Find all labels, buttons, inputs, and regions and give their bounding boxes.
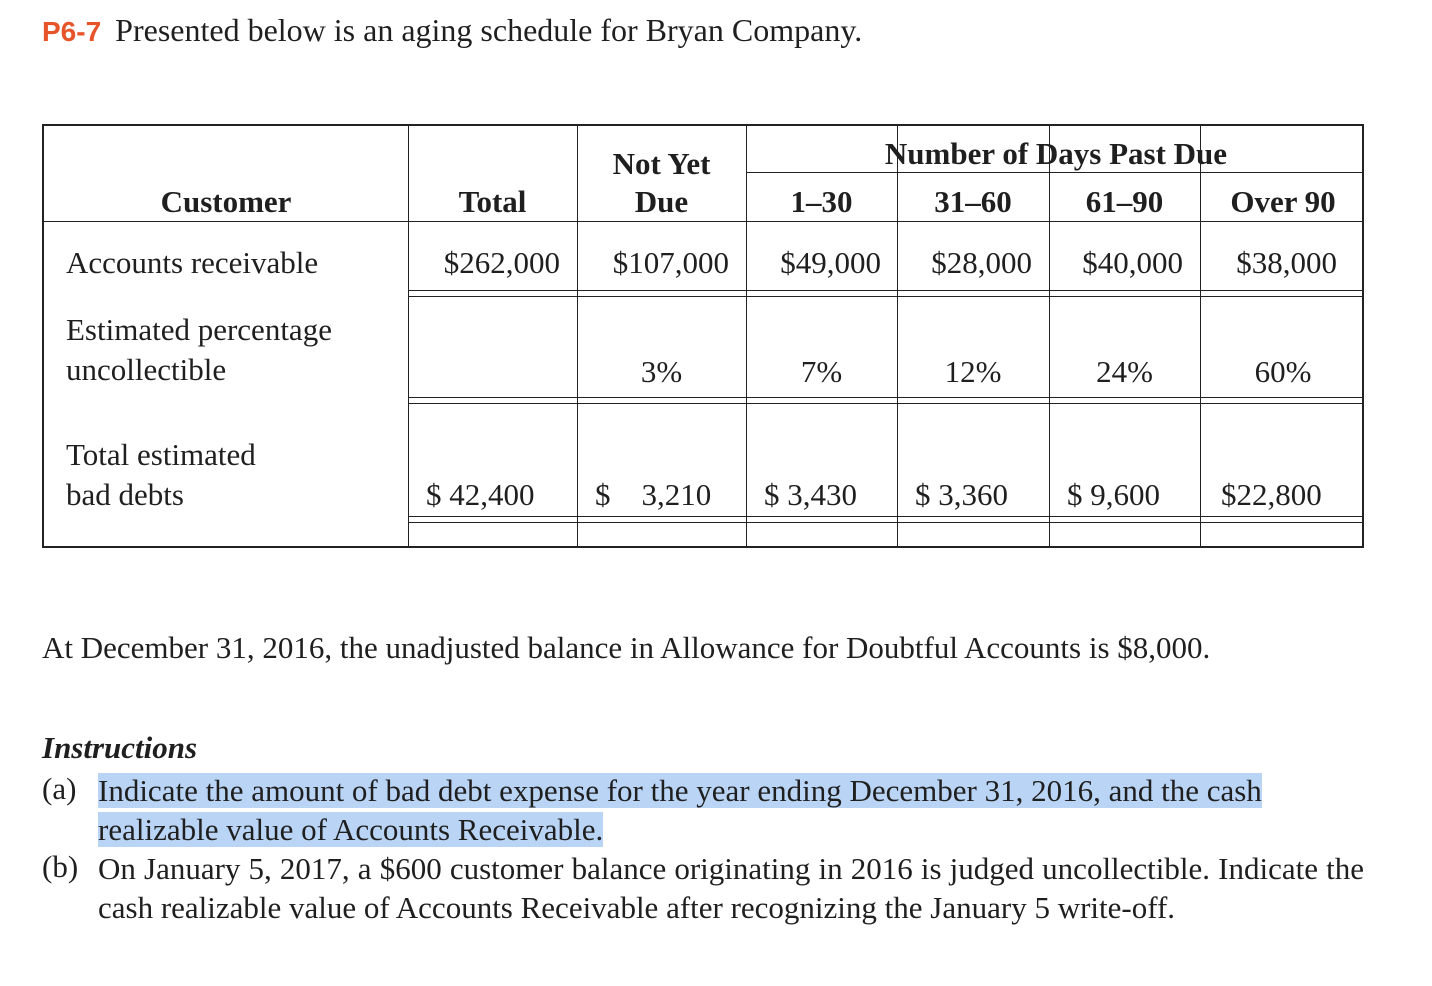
header-not-yet-line1: Not Yet	[612, 146, 711, 181]
header-31-60: 31–60	[934, 184, 1012, 219]
cell-value: $ 42,400	[426, 477, 535, 512]
item-b-label: (b)	[42, 849, 79, 884]
header-not-yet-line2: Due	[634, 184, 689, 219]
cell-value: $107,000	[612, 245, 729, 280]
cell-value: 3%	[640, 354, 683, 389]
cell-value: $40,000	[1082, 245, 1183, 280]
allowance-paragraph: At December 31, 2016, the unadjusted balance in Allowance for Doubtful Accounts is $8,000.	[42, 630, 1211, 665]
header-over-90: Over 90	[1230, 184, 1336, 219]
item-a-label: (a)	[42, 771, 77, 806]
cell-value: $262,000	[443, 245, 560, 280]
cell-value: $49,000	[780, 245, 881, 280]
row-label: bad debts	[66, 477, 184, 512]
cell-value: 24%	[1096, 354, 1153, 389]
cell-value: $ 3,210	[595, 477, 712, 512]
cell-value: $ 3,430	[764, 477, 857, 512]
row-label: Estimated percentage	[66, 312, 332, 347]
cell-value: $ 9,600	[1067, 477, 1160, 512]
header-days-past-due: Number of Days Past Due	[884, 136, 1228, 171]
instructions-heading: Instructions	[42, 730, 198, 765]
cell-value: 7%	[800, 354, 843, 389]
header-61-90: 61–90	[1085, 184, 1164, 219]
cell-value: 60%	[1254, 354, 1312, 389]
header-1-30: 1–30	[790, 184, 853, 219]
cell-value: 12%	[944, 354, 1002, 389]
aging-schedule-table	[42, 124, 1364, 548]
problem-number: P6-7	[42, 16, 102, 47]
problem-heading	[42, 12, 862, 49]
row-label: uncollectible	[66, 352, 227, 387]
cell-value: $22,800	[1221, 477, 1322, 512]
cell-value: $38,000	[1236, 245, 1337, 280]
cell-value: $28,000	[931, 245, 1032, 280]
cell-value: $ 3,360	[915, 477, 1008, 512]
row-label: Total estimated	[66, 437, 256, 472]
item-b-text: On January 5, 2017, a $600 customer balance originating in 2016 is judged uncollectible. Indicate the cash realizable value of Accounts Receivable after recognizing the January 5 write-off.	[98, 851, 1364, 925]
header-customer: Customer	[160, 184, 292, 219]
header-total: Total	[458, 184, 527, 219]
selected-text-highlight[interactable]: Indicate the amount of bad debt expense for the year ending December 31, 2016, and the cash realizable value of Accounts Receivable.	[98, 773, 1262, 847]
problem-title: Presented below is an aging schedule for Bryan Company.	[115, 12, 863, 48]
item-a-text[interactable]	[98, 771, 1364, 849]
row-label: Accounts receivable	[66, 245, 319, 280]
